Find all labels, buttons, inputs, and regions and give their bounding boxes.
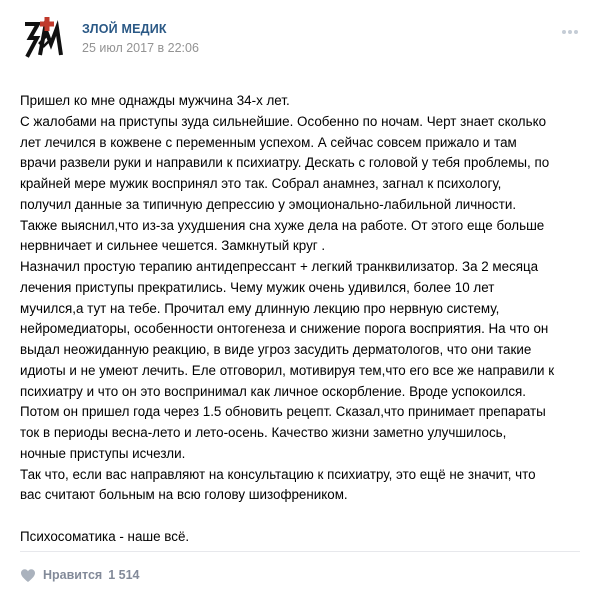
like-label: Нравится [43,568,103,582]
post-line: Назначил простую терапию антидепрессант + легкий транквилизатор. За 2 месяца [20,259,539,274]
more-dots-icon [562,30,566,34]
post-date[interactable]: 25 июл 2017 в 22:06 [82,41,199,55]
paragraph-gap [20,506,585,527]
post-line: врачи развели руки и направили к психиатру. Дескать с головой у тебя проблемы, по [20,155,550,171]
avatar[interactable] [20,14,70,64]
post-line: Потом он пришел года через 1.5 обновить рецепт. Сказал,что принимает препараты [20,404,546,420]
post-line: идиоты и не умеют лечить. Еле отговорил, мотивируя тем,что его все же направили к [20,362,555,378]
post-line: нейромедиаторы, особенности онтогенеза и снижение порога восприятия. На что он [20,321,549,337]
logo-zm-icon [20,14,70,64]
post-line: выдал неожиданную реакцию, в виде угроз засудить дерматологов, что они такие [20,342,532,357]
author-name-link[interactable]: ЗЛОЙ МЕДИК [82,22,167,36]
post-line: психиатру и что он это воспринимал как личное оскорбление. Вроде успокоился. [20,383,526,399]
footer-divider [20,551,580,552]
heart-icon [20,568,36,583]
post-meta [82,21,199,57]
more-dots-icon [568,30,572,34]
post-closing-line: Психосоматика - наше всё. [20,528,190,544]
post-line: ночные приступы исчезли. [20,445,186,461]
post-line: крайней мере мужик воспринял это так. Собрал анамнез, загнал к психологу, [20,176,502,191]
more-options-button[interactable] [562,30,578,36]
post-line: ток в периоды весна-лето и лето-осень. Качество жизни заметно улучшилось, [20,425,507,440]
post-line: получил данные за типичную депрессию у эмоционально-лабильной личности. [20,196,517,212]
post-line: нервничает и сильнее чешется. Замкнутый круг . [20,238,326,254]
like-button[interactable] [20,564,139,586]
post-line: лет лечился в кожвене с переменным успехом. А сейчас совсем прижало и там [20,134,517,150]
post-line: Пришел ко мне однажды мужчина 34-х лет. [20,93,290,108]
post-header [20,14,199,64]
post-line: Также выяснил,что из-за ухудшения сна хуже дела на работе. От этого еще больше [20,217,545,233]
like-count: 1 514 [108,568,140,582]
post-line: С жалобами на приступы зуда сильнейшие. Особенно по ночам. Черт знает сколько [20,113,547,129]
post-line: лечения приступы прекратились. Чему мужик очень удивился, более 10 лет [20,279,495,295]
more-dots-icon [574,30,578,34]
post-line: мучился,а тут на тебе. Прочитал ему длинную лекцию про нервную систему, [20,300,500,316]
post-line: вас считают больным на всю голову шизофреником. [20,487,348,503]
post-line: Так что, если вас направляют на консультацию к психиатру, это ещё не значит, что [20,466,536,482]
post-text [20,91,585,548]
